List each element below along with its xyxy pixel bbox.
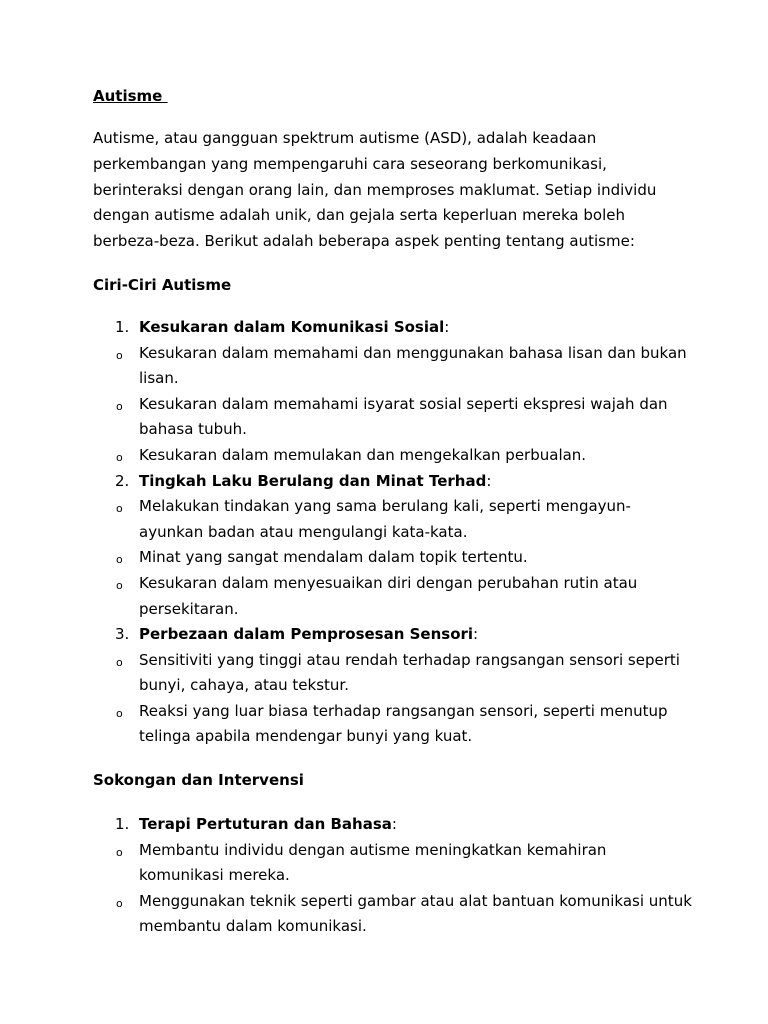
list-item-title: Terapi Pertuturan dan Bahasa bbox=[139, 815, 392, 834]
list-item bbox=[93, 622, 693, 750]
bullet-text: Sensitiviti yang tinggi atau rendah terhadap rangsangan sensori seperti bunyi, cahaya, atau tekstur. bbox=[139, 650, 680, 695]
document-title: Autisme bbox=[93, 87, 168, 105]
list-item bbox=[93, 315, 693, 469]
bullet-icon: o bbox=[116, 399, 123, 413]
list-number: 3. bbox=[115, 625, 130, 644]
bullet-list bbox=[116, 494, 693, 622]
bullet-item bbox=[116, 392, 693, 443]
bullet-icon: o bbox=[116, 348, 123, 362]
bullet-list bbox=[116, 648, 693, 750]
bullet-icon: o bbox=[116, 553, 123, 567]
bullet-item bbox=[116, 648, 693, 699]
bullet-list bbox=[116, 838, 693, 940]
bullet-item bbox=[116, 699, 693, 750]
list-item-suffix: : bbox=[391, 815, 397, 834]
list-item-suffix: : bbox=[486, 471, 492, 490]
bullet-text: Kesukaran dalam memulakan dan mengekalkan perbualan. bbox=[139, 445, 587, 464]
bullet-icon: o bbox=[116, 502, 123, 516]
list-item bbox=[93, 469, 693, 623]
bullet-icon: o bbox=[116, 578, 123, 592]
list-item-suffix: : bbox=[473, 625, 479, 644]
bullet-text: Menggunakan teknik seperti gambar atau alat bantuan komunikasi untuk membantu dalam komunikasi. bbox=[139, 891, 692, 936]
section-heading: Sokongan dan Intervensi bbox=[93, 771, 304, 790]
document-page bbox=[93, 86, 693, 940]
section-sokongan bbox=[93, 770, 693, 940]
list-item-title: Perbezaan dalam Pemprosesan Sensori bbox=[139, 625, 474, 644]
bullet-item bbox=[116, 889, 693, 940]
bullet-icon: o bbox=[116, 706, 123, 720]
bullet-item bbox=[116, 443, 693, 469]
bullet-text: Kesukaran dalam menyesuaikan diri dengan perubahan rutin atau persekitaran. bbox=[139, 573, 638, 618]
bullet-item bbox=[116, 341, 693, 392]
list-number: 1. bbox=[115, 317, 130, 336]
bullet-item bbox=[116, 545, 693, 571]
section-ciri-ciri bbox=[93, 275, 693, 750]
bullet-text: Kesukaran dalam memahami dan menggunakan bahasa lisan dan bukan lisan. bbox=[139, 343, 687, 388]
numbered-list bbox=[93, 812, 693, 940]
list-item-title: Kesukaran dalam Komunikasi Sosial bbox=[139, 317, 445, 336]
numbered-list bbox=[93, 315, 693, 750]
bullet-text: Kesukaran dalam memahami isyarat sosial seperti ekspresi wajah dan bahasa tubuh. bbox=[139, 394, 668, 439]
bullet-text: Minat yang sangat mendalam dalam topik tertentu. bbox=[139, 548, 528, 567]
bullet-item bbox=[116, 838, 693, 889]
list-item bbox=[93, 812, 693, 940]
bullet-icon: o bbox=[116, 450, 123, 464]
list-number: 2. bbox=[115, 471, 130, 490]
intro-paragraph: Autisme, atau gangguan spektrum autisme (ASD), adalah keadaan perkembangan yang mempengaruhi cara seseorang berkomunikasi, berinteraksi dengan orang lain, dan memproses maklumat. Setiap individu dengan autisme adalah unik, dan gejala serta keperluan mereka boleh berbeza-beza. Berikut adalah beberapa aspek penting tentang autisme: bbox=[93, 129, 657, 251]
bullet-item bbox=[116, 571, 693, 622]
bullet-item bbox=[116, 494, 693, 545]
bullet-icon: o bbox=[116, 896, 123, 910]
bullet-text: Membantu individu dengan autisme meningkatkan kemahiran komunikasi mereka. bbox=[139, 840, 607, 885]
bullet-text: Melakukan tindakan yang sama berulang kali, seperti mengayun-ayunkan badan atau mengulangi kata-kata. bbox=[139, 497, 631, 541]
bullet-icon: o bbox=[116, 655, 123, 669]
list-number: 1. bbox=[115, 815, 130, 834]
list-item-title: Tingkah Laku Berulang dan Minat Terhad bbox=[139, 471, 487, 490]
bullet-text: Reaksi yang luar biasa terhadap rangsangan sensori, seperti menutup telinga apabila mendengar bunyi yang kuat. bbox=[139, 701, 668, 746]
section-heading: Ciri-Ciri Autisme bbox=[93, 275, 232, 294]
list-item-suffix: : bbox=[444, 317, 450, 336]
bullet-icon: o bbox=[116, 845, 123, 859]
bullet-list bbox=[116, 341, 693, 469]
